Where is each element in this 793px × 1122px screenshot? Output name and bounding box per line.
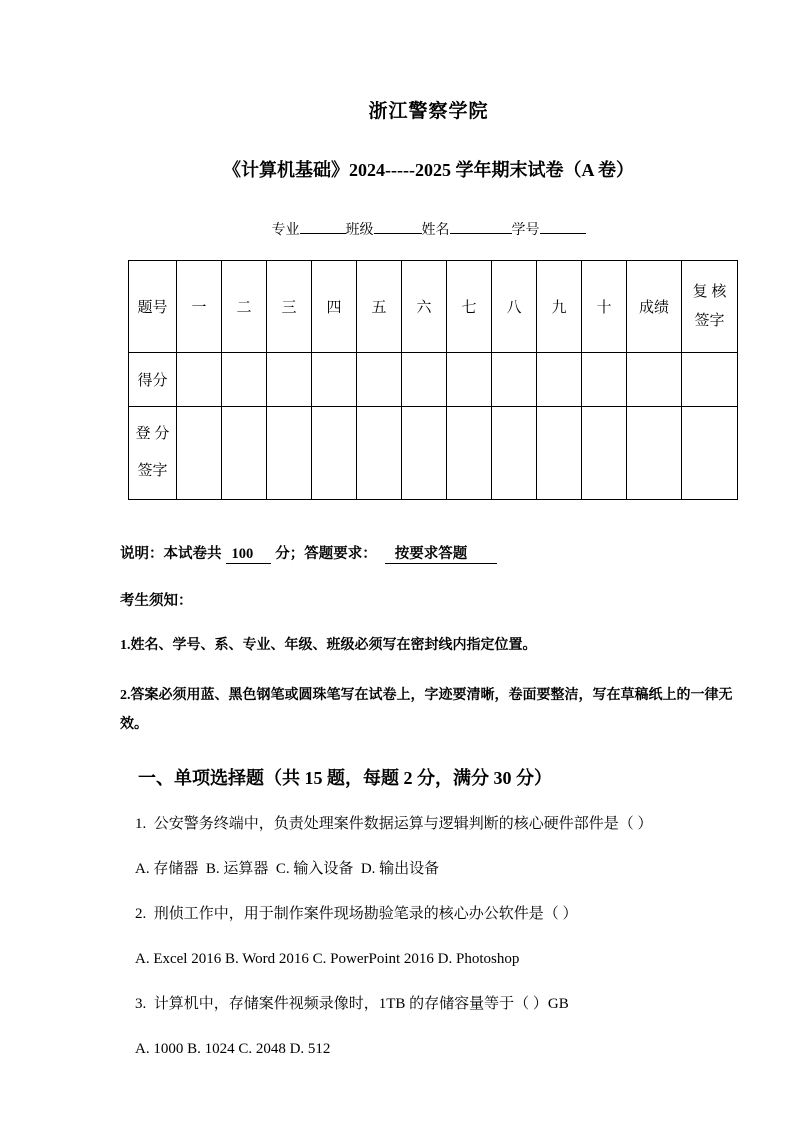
signature-cell: [627, 407, 682, 500]
class-blank: [374, 218, 422, 234]
score-cell: [582, 353, 627, 407]
major-label: 专业: [271, 223, 300, 238]
header-cell-col: 八: [492, 261, 537, 353]
question-options: A. 存储器 B. 运算器 C. 输入设备 D. 输出设备: [135, 861, 440, 877]
header-cell-question-number: 题号: [129, 261, 177, 353]
header-cell-review-signature: [682, 261, 738, 353]
score-cell: [267, 353, 312, 407]
score-table: [128, 260, 738, 500]
signature-row-label: [129, 407, 177, 500]
header-cell-col: 七: [447, 261, 492, 353]
signature-cell: [177, 407, 222, 500]
score-cell: [537, 353, 582, 407]
signature-cell: [537, 407, 582, 500]
sign-label-line2: 签字: [137, 463, 168, 479]
header-cell-col: 六: [402, 261, 447, 353]
notice-item-2: 2.答案必须用蓝、黑色钢笔或圆珠笔写在试卷上，字迹要清晰，卷面要整洁，写在草稿纸上的一律无效。: [120, 688, 733, 732]
header-cell-col: 一: [177, 261, 222, 353]
score-table-header-row: [129, 261, 738, 353]
signature-cell: [222, 407, 267, 500]
score-cell: [177, 353, 222, 407]
score-row: [129, 353, 738, 407]
score-cell: [492, 353, 537, 407]
exam-note-line: [120, 542, 737, 564]
student-id-blank: [540, 218, 586, 234]
header-cell-grade: 成绩: [627, 261, 682, 353]
score-cell: [222, 353, 267, 407]
question-text: 1. 公安警务终端中，负责处理案件数据运算与逻辑判断的核心硬件部件是（ ）: [135, 816, 653, 832]
score-cell: [627, 353, 682, 407]
question-list: [135, 816, 737, 1058]
note-prefix: 说明：本试卷共: [120, 546, 222, 562]
notice-item-1: 1.姓名、学号、系、专业、年级、班级必须写在密封线内指定位置。: [120, 638, 537, 653]
student-id-label: 学号: [511, 223, 540, 238]
note-middle: 分；答题要求：: [275, 546, 377, 562]
sign-label-line1: 登 分: [135, 425, 170, 442]
question-options: A. 1000 B. 1024 C. 2048 D. 512: [135, 1041, 331, 1057]
score-row-label: 得分: [129, 353, 177, 407]
signature-cell: [682, 407, 738, 500]
exam-title: 《计算机基础》2024-----2025 学年期末试卷（A 卷）: [223, 160, 634, 180]
name-label: 姓名: [421, 223, 450, 238]
header-cell-col: 三: [267, 261, 312, 353]
review-label-line1: 复 核: [692, 284, 727, 300]
score-cell: [682, 353, 738, 407]
signature-cell: [582, 407, 627, 500]
question-text: 3. 计算机中，存储案件视频录像时，1TB 的存储容量等于（ ）GB: [135, 996, 569, 1012]
signature-cell: [492, 407, 537, 500]
signature-cell: [357, 407, 402, 500]
question-text: 2. 刑侦工作中，用于制作案件现场勘验笔录的核心办公软件是（ ）: [135, 906, 578, 922]
review-label-line2: 签字: [694, 312, 725, 329]
score-cell: [447, 353, 492, 407]
total-score-value: 100: [226, 546, 272, 564]
section-one-heading: 一、单项选择题（共 15 题，每题 2 分，满分 30 分）: [138, 768, 552, 788]
signature-cell: [447, 407, 492, 500]
header-cell-col: 四: [312, 261, 357, 353]
signature-cell: [312, 407, 357, 500]
major-blank: [300, 218, 346, 234]
signature-cell: [402, 407, 447, 500]
school-title: 浙江警察学院: [368, 101, 489, 122]
signature-row: [129, 407, 738, 500]
signature-cell: [267, 407, 312, 500]
notice-title: 考生须知：: [120, 593, 193, 609]
header-cell-col: 五: [357, 261, 402, 353]
header-cell-col: 九: [537, 261, 582, 353]
class-label: 班级: [345, 223, 374, 238]
answer-requirement-value: 按要求答题: [385, 542, 498, 564]
name-blank: [450, 218, 512, 234]
question-options: A. Excel 2016 B. Word 2016 C. PowerPoint 2016 D. Photoshop: [135, 951, 520, 967]
score-cell: [357, 353, 402, 407]
score-cell: [312, 353, 357, 407]
header-cell-col: 二: [222, 261, 267, 353]
score-cell: [402, 353, 447, 407]
header-cell-col: 十: [582, 261, 627, 353]
student-info-line: [120, 218, 737, 239]
